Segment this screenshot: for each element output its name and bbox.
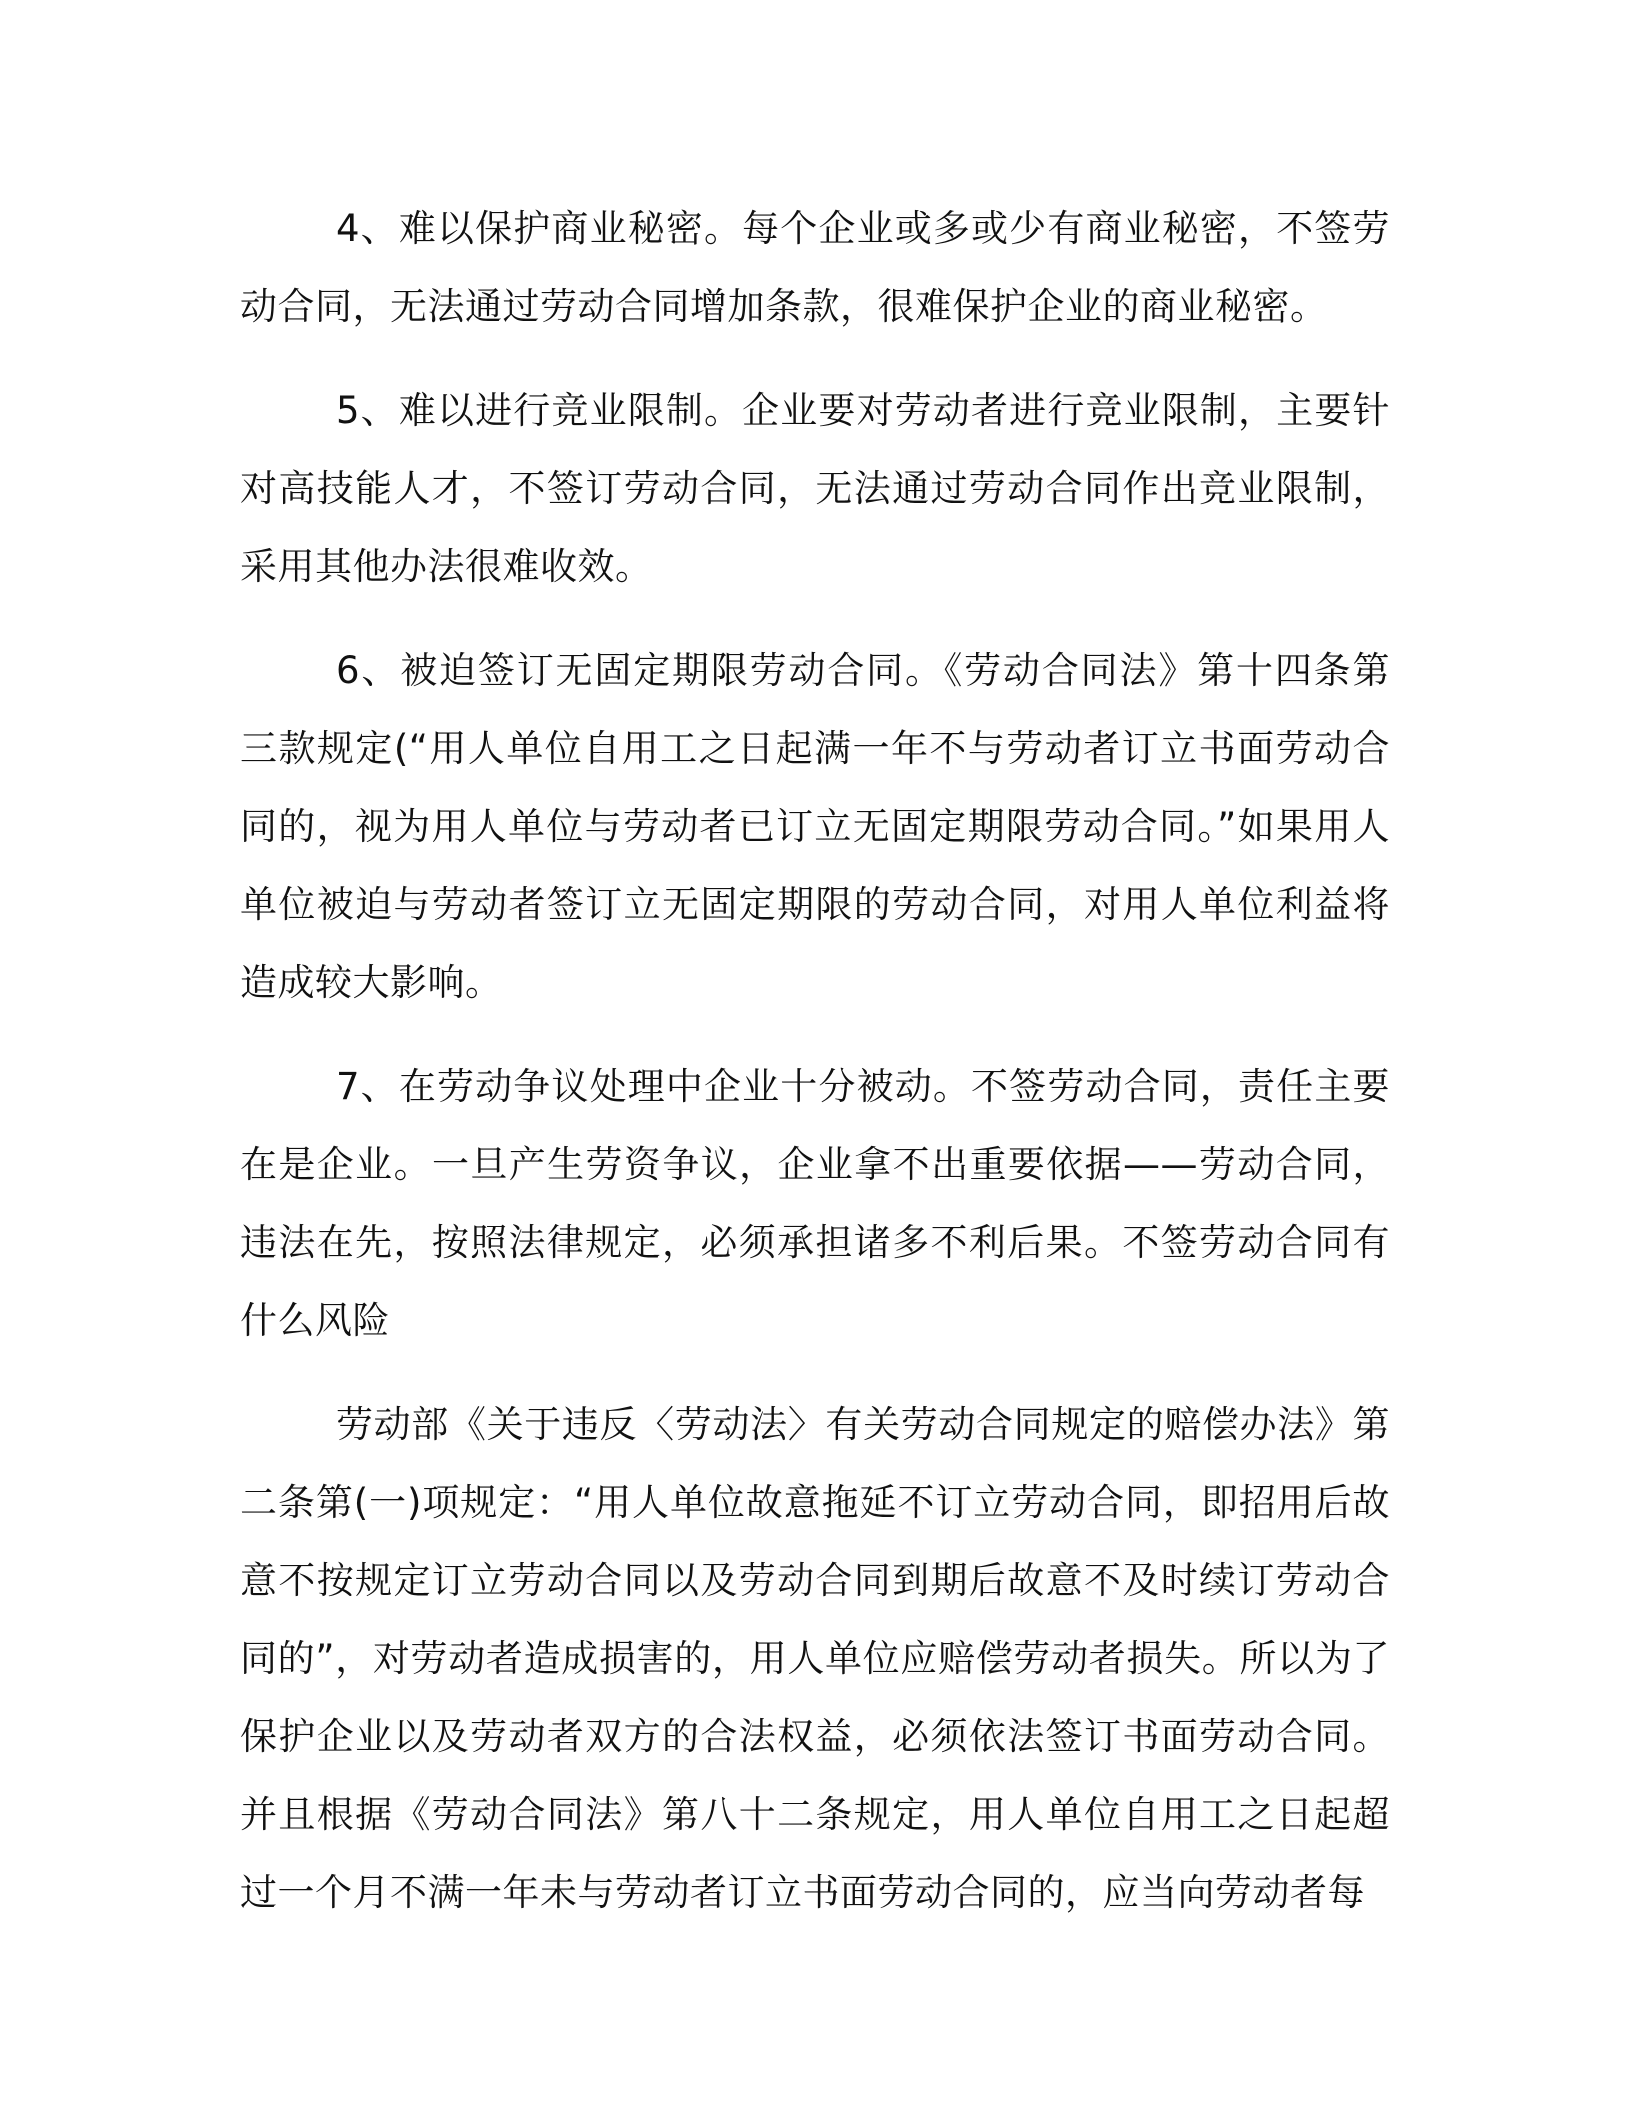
paragraph-ministry-regulation: 劳动部《关于违反〈劳动法〉有关劳动合同规定的赔偿办法》第二条第(一)项规定：“用人单位故意拖延不订立劳动合同，即招用后故意不按规定订立劳动合同以及劳动合同到期后故意不及时续订劳动合同的”，对劳动者造成损害的，用人单位应赔偿劳动者损失。所以为了保护企业以及劳动者双方的合法权益，必须依法签订书面劳动合同。并且根据《劳动合同法》第八十二条规定，用人单位自用工之日起超过一个月不满一年未与劳动者订立书面劳动合同的，应当向劳动者每 bbox=[240, 1403, 1390, 1914]
document-body bbox=[240, 190, 1390, 1958]
paragraph-7-labor-dispute: 7、在劳动争议处理中企业十分被动。不签劳动合同，责任主要在是企业。一旦产生劳资争议，企业拿不出重要依据——劳动合同，违法在先，按照法律规定，必须承担诸多不利后果。不签劳动合同有什么风险 bbox=[240, 1065, 1390, 1342]
paragraph-4-trade-secrets: 4、难以保护商业秘密。每个企业或多或少有商业秘密，不签劳动合同，无法通过劳动合同增加条款，很难保护企业的商业秘密。 bbox=[240, 207, 1390, 328]
paragraph-6-open-ended-contract: 6、被迫签订无固定期限劳动合同。《劳动合同法》第十四条第三款规定(“用人单位自用工之日起满一年不与劳动者订立书面劳动合同的，视为用人单位与劳动者已订立无固定期限劳动合同。”如果用人单位被迫与劳动者签订立无固定期限的劳动合同，对用人单位利益将造成较大影响。 bbox=[240, 649, 1390, 1004]
paragraph-5-non-compete: 5、难以进行竞业限制。企业要对劳动者进行竞业限制，主要针对高技能人才，不签订劳动合同，无法通过劳动合同作出竞业限制，采用其他办法很难收效。 bbox=[240, 389, 1390, 588]
